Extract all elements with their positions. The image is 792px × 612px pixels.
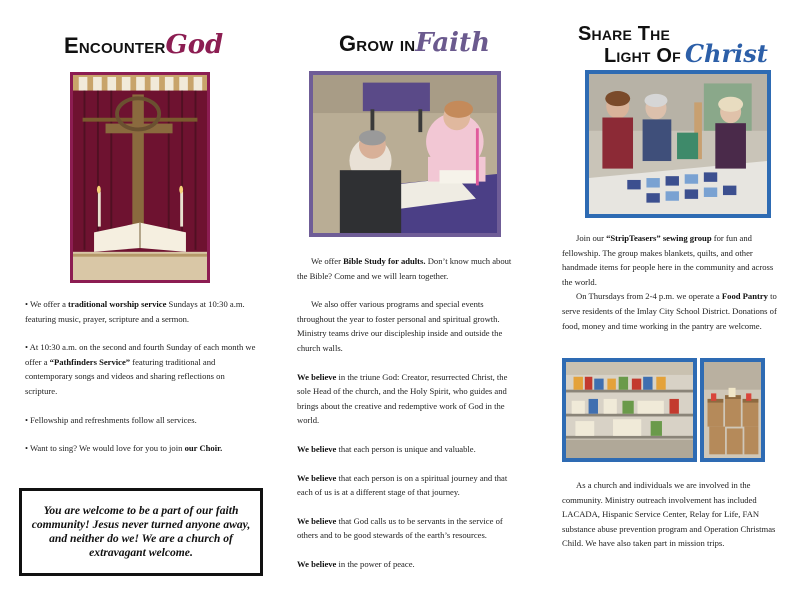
welcome-message-box [19,488,263,576]
belief-text: that each person is unique and valuable. [336,443,476,454]
share-heading-line2: Light Of [604,45,681,67]
bullet-text: • At 10:30 a.m. on the second and fourth Sunday of each month we offer a [25,342,256,367]
bullet-text: • Want to sing? We would love for you to join [25,443,185,454]
paragraph-text: for fun and fellowship. The group makes blankets, quilts, and other handmade items for people here in the community and across the world. [562,233,774,287]
altar-cross-bible-photo [70,72,210,283]
encounter-heading [64,32,223,58]
bullet-bold: “Pathfinders Service” [49,356,131,367]
bullet-text: • We offer a [25,299,69,309]
panel-share-the-light [528,0,792,612]
share-heading-line2-wrap [604,39,768,68]
bullet-text: featuring traditional and contemporary songs and videos and sharing reflections on scripture. [25,356,225,396]
paragraph-text: On Thursdays from 2-4 p.m. we operate a [576,291,722,302]
bullet-worship-service [25,297,257,326]
grow-heading-script: Faith [415,28,490,58]
we-believe-label: We believe [297,558,337,569]
bullet-choir [25,441,257,456]
paragraph-bold: Food Pantry [721,291,768,302]
share-heading-line1: Share The [578,23,671,45]
food-pantry-paragraph [562,289,784,333]
paragraph-text: Don’t know much about the Bible? Come and we will learn together. [297,256,512,281]
belief-paragraph [297,370,520,428]
share-text-top [562,231,784,333]
share-heading-script: Christ [684,39,768,68]
panel-encounter-god [0,0,264,612]
belief-paragraph [297,557,520,572]
sewing-group-photo [585,70,771,218]
food-pantry-shelves-photo [562,358,697,462]
bible-study-photo [309,71,501,237]
belief-text: that each person is on a spiritual journey and that each of us is at a different stage of that journey. [297,472,508,498]
we-believe-label: We believe [297,472,337,483]
programs-paragraph: We also offer various programs and special events throughout the year to foster personal and spiritual growth. Ministry teams drive our discipleship inside and outside the church walls. [297,299,503,353]
bullet-pathfinders-service [25,340,257,398]
we-believe-label: We believe [297,443,337,454]
paragraph-bold: Bible Study for adults. [343,256,426,266]
belief-paragraph [297,471,520,500]
we-believe-label: We believe [297,371,337,382]
belief-text: in the triune God: Creator, resurrected Christ, the sole Head of the church, and the Holy Spirit, who guides and brings about the creative and redemptive work of God in the world. [297,371,508,426]
grow-heading [339,30,490,56]
outreach-paragraph: As a church and individuals we are involved in the community. Ministry outreach involvement has included LACADA, Hispanic Service Center, Relay for Life, FAN substance abuse prevention program and Operation Christmas Child. We have also taken part in mission trips. [562,480,776,549]
bullet-text: • Fellowship and refreshments follow all services. [25,414,197,425]
welcome-message: You are welcome to be a part of our faith community! Jesus never turned anyone away, and neither do we! We are a church of extravagant welcome. [31,504,251,559]
paragraph-text: to serve residents of the Imlay City School District. Donations of food, money and time working in the pantry are welcome. [562,291,777,331]
bullet-bold: our Choir. [184,443,223,454]
bullet-bold: traditional worship service [68,299,167,309]
paragraph-bold: “StripTeasers” sewing group [606,233,712,243]
share-text-bottom [562,478,784,551]
food-pantry-bags-photo [700,358,765,462]
sewing-group-paragraph [562,231,784,289]
paragraph-text: We offer [311,256,344,266]
we-believe-label: We believe [297,515,337,526]
grow-text [297,254,520,572]
share-heading [578,24,768,66]
bullet-text: Sundays at 10:30 a.m. featuring music, prayer, scripture and a sermon. [25,299,245,324]
belief-text: that God calls us to be servants in the service of others and to be good stewards of the earth’s resources. [297,515,503,541]
belief-paragraph [297,514,520,543]
encounter-heading-text: Encounter [64,33,166,58]
grow-heading-text: Grow in [339,31,416,56]
bullet-fellowship [25,413,257,428]
paragraph-text: Join our [576,233,607,243]
worship-bullets [25,297,257,456]
belief-text: in the power of peace. [336,558,415,569]
encounter-heading-script: God [165,30,224,60]
belief-paragraph [297,442,520,457]
panel-grow-in-faith [264,0,528,612]
bible-study-paragraph [297,254,520,283]
